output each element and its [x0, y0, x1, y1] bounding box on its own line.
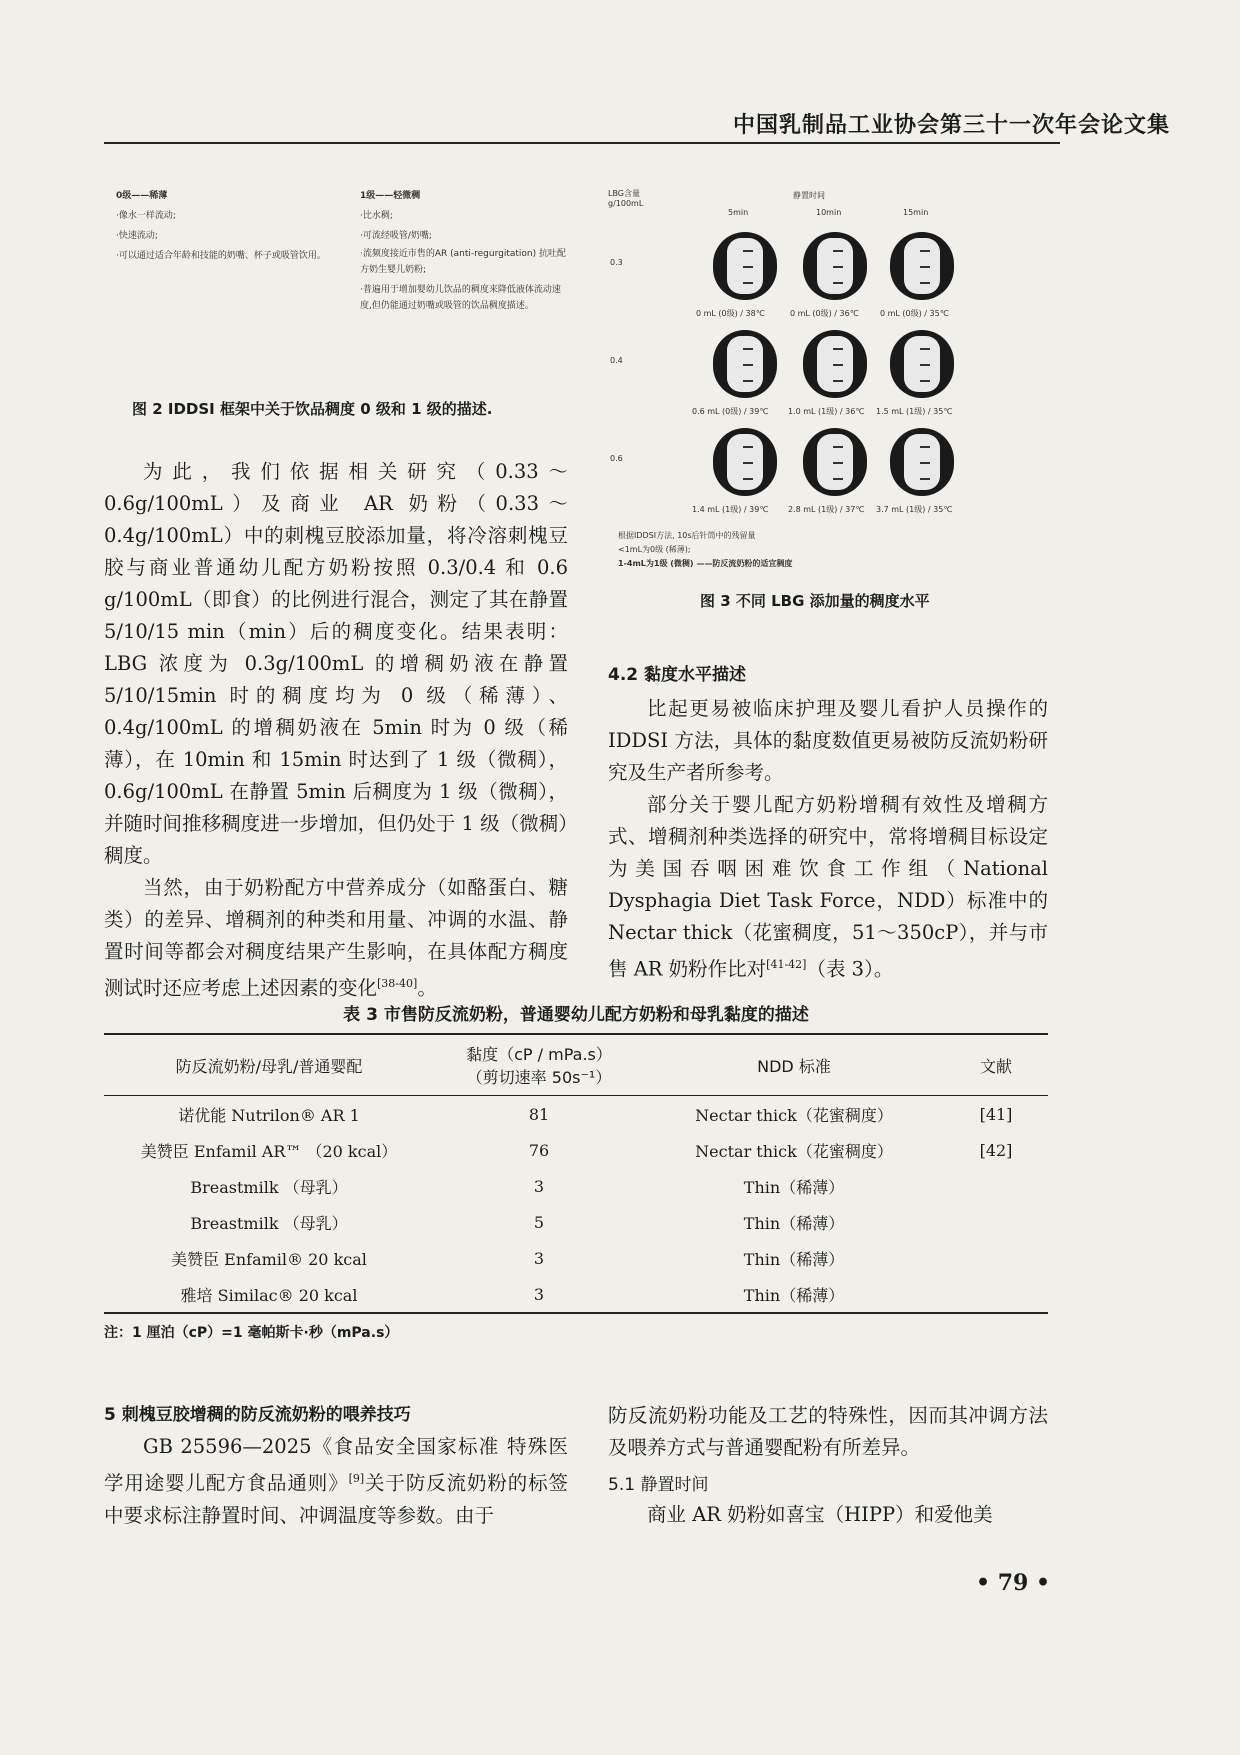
- cell-ref: [42]: [979, 1140, 1013, 1160]
- fig3-lbg-label: LBG含量 g/100mL: [608, 189, 644, 208]
- col-viscosity: [434, 1034, 644, 1096]
- table-header-row: [104, 1034, 1048, 1096]
- fig3-note: 根据IDDSI方法, 10s后针筒中的残留量: [618, 531, 756, 540]
- table-title: 表 3 市售防反流奶粉，普通婴幼儿配方奶粉和母乳黏度的描述: [343, 1005, 809, 1025]
- cell-ndd: Thin（稀薄）: [743, 1177, 845, 1197]
- paragraph-end: （表 3）。: [806, 957, 894, 981]
- syringe-photo: [890, 330, 954, 398]
- paragraph: [104, 872, 568, 1005]
- fig3-result-label: 0 mL (0级) / 36℃: [790, 309, 859, 318]
- table-row: [104, 1240, 1048, 1276]
- fig3-caption: 图 3 不同 LBG 添加量的稠度水平: [700, 592, 930, 610]
- syringe-photo: [803, 330, 867, 398]
- fig2-level0-title: 0级——稀薄: [116, 191, 168, 201]
- col-ndd: NDD 标准: [644, 1034, 944, 1096]
- cell-ndd: Nectar thick（花蜜稠度）: [695, 1105, 893, 1125]
- fig3-result-label: 3.7 mL (1级) / 35℃: [876, 505, 953, 514]
- section-5-right: [608, 1400, 1048, 1531]
- journal-title: 中国乳制品工业协会第三十一次年会论文集: [732, 112, 1170, 138]
- cell-ref: [944, 1276, 1048, 1313]
- fig3-result-label: 1.4 mL (1级) / 39℃: [692, 505, 769, 514]
- paragraph: [104, 1431, 568, 1532]
- paragraph: 防反流奶粉功能及工艺的特殊性，因而其冲调方法及喂养方式与普通婴配粉有所差异。: [608, 1404, 1048, 1459]
- table-row: [104, 1276, 1048, 1313]
- cell-viscosity: 76: [528, 1140, 550, 1160]
- fig2-caption: 图 2 IDDSI 框架中关于饮品稠度 0 级和 1 级的描述.: [132, 400, 493, 418]
- running-header: [104, 108, 1170, 144]
- citation: [41-42]: [766, 958, 807, 971]
- fig3-result-label: 0 mL (0级) / 35℃: [880, 309, 949, 318]
- cell-ndd: Thin（稀薄）: [743, 1249, 845, 1269]
- cell-product: 美赞臣 Enfamil® 20 kcal: [171, 1249, 367, 1269]
- paragraph: [608, 789, 1048, 986]
- col-shear-label: （剪切速率 50s⁻¹）: [466, 1068, 612, 1087]
- paragraph-end: 。: [417, 976, 437, 1000]
- table-row: [104, 1132, 1048, 1168]
- syringe-photo: [803, 428, 867, 496]
- fig3-result-label: 0 mL (0级) / 38℃: [696, 309, 765, 318]
- section-heading-5-1: 5.1 静置时间: [608, 1475, 709, 1495]
- citation: [9]: [348, 1472, 365, 1485]
- fig3-time-10: 10min: [816, 208, 842, 217]
- syringe-photo: [890, 232, 954, 300]
- section-heading-4-2: 4.2 黏度水平描述: [608, 665, 747, 685]
- table-row: [104, 1204, 1048, 1240]
- paragraph-text: 部分关于婴儿配方奶粉增稠有效性及增稠方式、增稠剂种类选择的研究中，常将增稠目标设定为美国吞咽困难饮食工作组（National Dysphagia Diet Task Force，NDD）标准中的 Nectar thick（花蜜稠度，51～350cP），并与市售 AR 奶粉作比对: [608, 793, 1048, 981]
- fig2-col-level1: [360, 186, 570, 314]
- syringe-photo: [713, 232, 777, 300]
- syringe-photo: [890, 428, 954, 496]
- fig3-lbg-0.4: 0.4: [610, 356, 623, 365]
- fig3-lbg-0.6: 0.6: [610, 454, 623, 463]
- paragraph: 比起更易被临床护理及婴儿看护人员操作的 IDDSI 方法，具体的黏度数值更易被防反流奶粉研究及生产者所参考。: [608, 697, 1048, 784]
- fig3-lbg-0.3: 0.3: [610, 258, 623, 267]
- cell-ref: [944, 1168, 1048, 1204]
- fig2-level0-item: ·像水一样流动;: [116, 211, 176, 221]
- right-column: [608, 660, 1048, 986]
- cell-product: 雅培 Similac® 20 kcal: [180, 1285, 358, 1305]
- col-viscosity-label: 黏度（cP / mPa.s）: [466, 1045, 612, 1064]
- fig3-note: <1mL为0级 (稀薄);: [618, 545, 691, 554]
- cell-viscosity: 3: [533, 1284, 545, 1304]
- fig2-level1-item: ·流频度接近市售的AR (anti-regurgitation) 抗吐配方奶生婴儿奶粉;: [360, 249, 567, 275]
- col-product: 防反流奶粉/母乳/普通婴配: [104, 1034, 434, 1096]
- fig3-result-label: 0.6 mL (0级) / 39℃: [692, 407, 769, 416]
- cell-ref: [944, 1204, 1048, 1240]
- cell-ref: [41]: [979, 1104, 1013, 1124]
- paragraph-end: 关于防反流奶粉的标签中要求标注静置时间、冲调温度等参数。由于: [104, 1471, 568, 1527]
- cell-product: Breastmilk （母乳）: [190, 1177, 348, 1197]
- fig2-col-level0: [116, 186, 346, 266]
- paragraph: 商业 AR 奶粉如喜宝（HIPP）和爱他美: [647, 1503, 993, 1526]
- fig2-level1-item: ·普遍用于增加婴幼儿饮品的稠度来降低液体流动速度,但仍能通过奶嘴或吸管的饮品稠度描述。: [360, 285, 561, 311]
- table-3: [104, 1000, 1048, 1342]
- paragraph-text: GB 25596—2025《食品安全国家标准 特殊医学用途婴儿配方食品通则》: [104, 1435, 568, 1495]
- syringe-photo: [713, 330, 777, 398]
- cell-viscosity: 3: [533, 1176, 545, 1196]
- table-row: [104, 1168, 1048, 1204]
- section-5-left: [104, 1400, 568, 1532]
- fig3-time-5: 5min: [728, 208, 749, 217]
- paragraph: 为此，我们依据相关研究（0.33～0.6g/100mL）及商业 AR 奶粉（0.33～0.4g/100mL）中的刺槐豆胶添加量，将冷溶刺槐豆胶与商业普通幼儿配方奶粉按照 0.3/0.4 和 0.6 g/100mL（即食）的比例进行混合，测定了其在静置 5/10/15 min（min）后的稠度变化。结果表明：LBG 浓度为 0.3g/100mL 的增稠奶液在静置 5/10/15min 时的稠度均为 0 级（稀薄）、0.4g/100mL 的增稠奶液在 5min 时为 0 级（稀薄），在 10min 和 15min 时达到了 1 级（微稠），0.6g/100mL 在静置 5min 后稠度为 1 级（微稠），并随时间推移稠度进一步增加，但仍处于 1 级（微稠）稠度。: [104, 460, 568, 867]
- fig2-level1-title: 1级——轻微稠: [360, 191, 421, 201]
- cell-ndd: Thin（稀薄）: [743, 1213, 845, 1233]
- fig2-level1-item: ·可流经吸管/奶嘴;: [360, 231, 432, 241]
- fig3-note: 1-4mL为1级 (微稠) ——防反流奶粉的适宜稠度: [618, 559, 793, 568]
- cell-viscosity: 3: [533, 1248, 545, 1268]
- cell-product: 美赞臣 Enfamil AR™ （20 kcal）: [140, 1141, 398, 1161]
- section-heading-5: 5 刺槐豆胶增稠的防反流奶粉的喂养技巧: [104, 1405, 411, 1425]
- col-ref: 文献: [944, 1034, 1048, 1096]
- cell-product: Breastmilk （母乳）: [190, 1213, 348, 1233]
- fig3-time-15: 15min: [903, 208, 929, 217]
- cell-ref: [944, 1240, 1048, 1276]
- citation: [38-40]: [377, 977, 418, 990]
- fig2-level1-item: ·比水稠;: [360, 211, 393, 221]
- cell-viscosity: 5: [533, 1212, 545, 1232]
- left-column: [104, 456, 568, 1005]
- table-note: 注：1 厘泊（cP）=1 毫帕斯卡·秒（mPa.s）: [104, 1325, 399, 1341]
- syringe-photo: [713, 428, 777, 496]
- fig3-result-label: 1.0 mL (1级) / 36℃: [788, 407, 865, 416]
- syringe-photo: [803, 232, 867, 300]
- fig2-level0-item: ·可以通过适合年龄和技能的奶嘴、杯子或吸管饮用。: [116, 251, 326, 261]
- table-row: [104, 1096, 1048, 1133]
- paragraph-text: 当然，由于奶粉配方中营养成分（如酪蛋白、糖类）的差异、增稠剂的种类和用量、冲调的水温、静置时间等都会对稠度结果产生影响，在具体配方稠度测试时还应考虑上述因素的变化: [104, 876, 568, 1000]
- fig3-time-label: 静置时间: [793, 191, 825, 200]
- cell-product: 诺优能 Nutrilon® AR 1: [178, 1105, 360, 1125]
- fig3-result-label: 1.5 mL (1级) / 35℃: [876, 407, 953, 416]
- cell-ndd: Nectar thick（花蜜稠度）: [695, 1141, 893, 1161]
- page-number: • 79 •: [976, 1570, 1051, 1596]
- fig3-figure: [608, 180, 1008, 580]
- fig3-result-label: 2.8 mL (1级) / 37℃: [788, 505, 865, 514]
- cell-viscosity: 81: [528, 1104, 550, 1124]
- cell-ndd: Thin（稀薄）: [743, 1285, 845, 1305]
- fig2-level0-item: ·快速流动;: [116, 231, 158, 241]
